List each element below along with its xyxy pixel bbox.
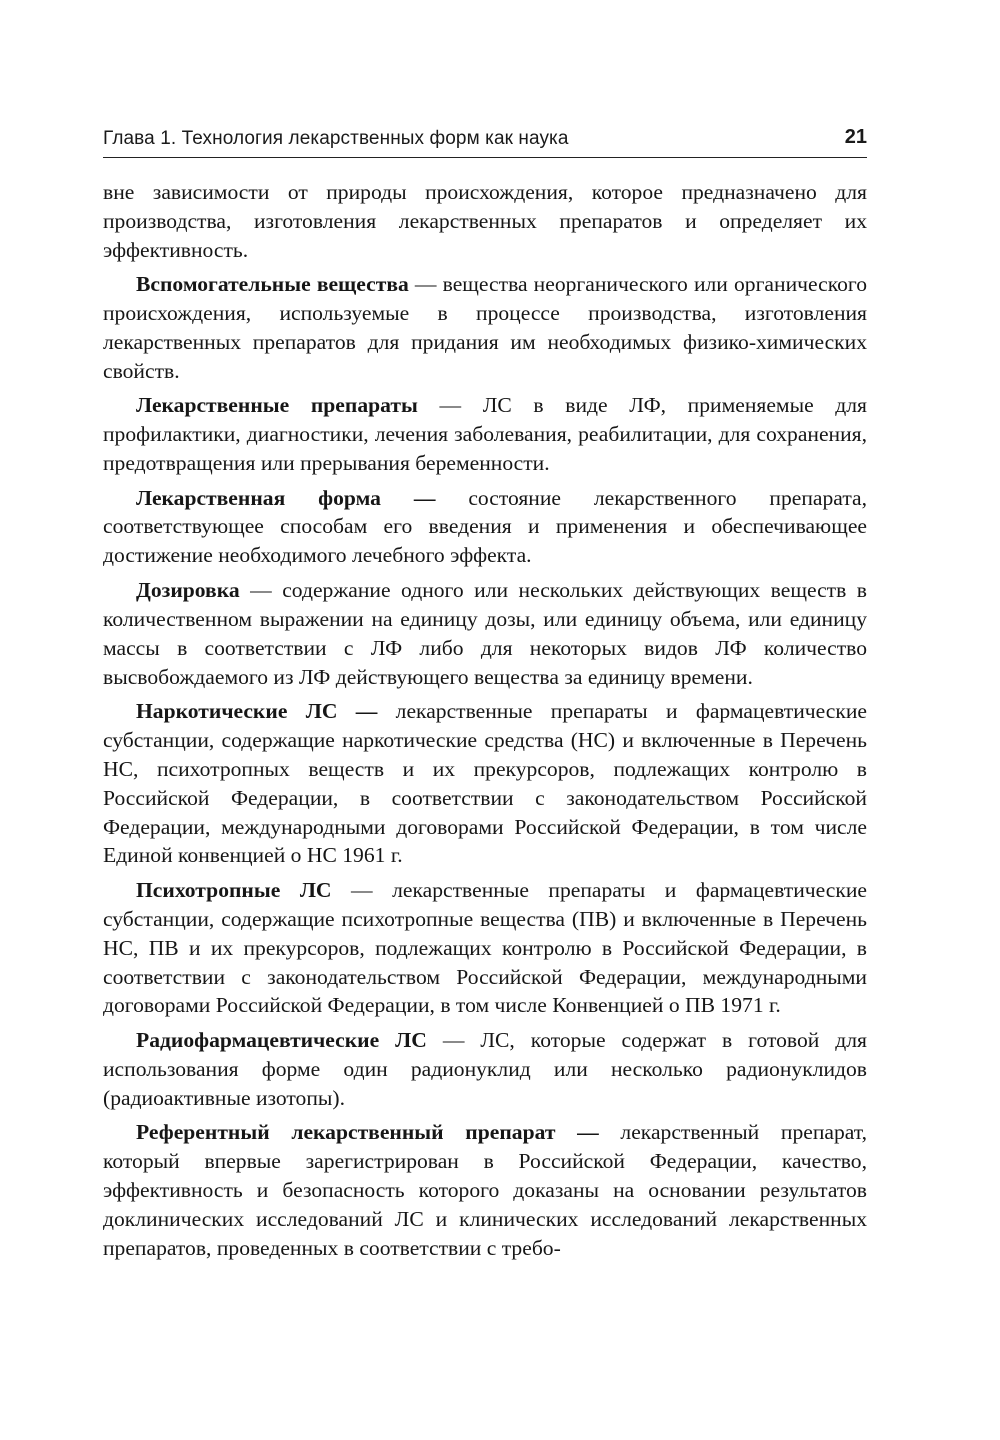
definition-term: Психотропные ЛС — [136, 877, 332, 902]
definition-text: — вещества неорганического или органического происхождения, используемые в процессе производства, изготовления лекарственных препаратов для придания им необходимых физико-химических свойств. — [103, 272, 868, 383]
definition-term: Дозировка — [136, 577, 240, 602]
definition-term: Вспомогательные вещества — [136, 272, 409, 297]
body-text — [103, 178, 867, 1268]
definition-term: Референтный лекарственный препарат — — [136, 1120, 599, 1145]
definition-paragraph — [103, 576, 867, 692]
definition-term: Радиофармацевтические ЛС — [136, 1027, 427, 1052]
definition-text: — ЛС, которые содержат в готовой для использования форме один радионуклид или несколько радионуклидов (радиоактивные изотопы). — [103, 1027, 867, 1110]
definition-paragraph — [103, 270, 867, 386]
definition-text: — лекарственные препараты и фармацевтические субстанции, содержащие психотропные вещества (ПВ) и включенные в Перечень НС, ПВ и их прекурсоров, подлежащих контролю в Российской Федерации, в соответствии с законодательством Российской Федерации, международными договорами Российской Федерации, в том числе Конвенцией о ПВ 1971 г. — [103, 877, 867, 1018]
definition-paragraph — [103, 1118, 867, 1263]
definition-text: — ЛС в виде ЛФ, применяемые для профилактики, диагностики, лечения заболевания, реабилитации, для сохранения, предотвращения или прерывания беременности. — [103, 393, 867, 476]
running-header — [103, 124, 867, 158]
chapter-title: Глава 1. Технология лекарственных форм как наука — [103, 128, 569, 149]
definition-text: лекарственный препарат, который впервые зарегистрирован в Российской Федерации, качество, эффективность и безопасность которого доказаны на основании результатов доклинических исследований ЛС и клинических исследований лекарственных препаратов, проведенных в соответствии с требо- — [103, 1120, 867, 1260]
definition-term: Лекарственные препараты — [136, 393, 418, 418]
definition-text: состояние лекарственного препарата, соответствующее способам его введения и применения и обеспечивающее достижение необходимого лечебного эффекта. — [103, 485, 867, 568]
definition-text: лекарственные препараты и фармацевтические субстанции, содержащие наркотические средства (НС) и включенные в Перечень НС, психотропных веществ и их прекурсоров, подлежащих контролю в Российской Федерации, в соответствии с законодательством Российской Федерации, международными договорами Российской Федерации, в том числе Единой конвенцией о НС 1961 г. — [103, 698, 867, 868]
definition-term: Лекарственная форма — — [136, 485, 436, 510]
definition-paragraph — [103, 876, 867, 1021]
definition-paragraph — [103, 1026, 867, 1113]
definition-paragraph — [103, 391, 867, 478]
definition-paragraph — [103, 484, 867, 571]
intro-paragraph: вне зависимости от природы происхождения, которое предназначено для производства, изготовления лекарственных препаратов и определяет их эффективность. — [103, 180, 867, 262]
definition-text: — содержание одного или нескольких действующих веществ в количественном выражении на единицу дозы, или единицу объема, или единицу массы в соответствии с ЛФ либо для некоторых видов ЛФ количество высвобождаемого из ЛФ действующего вещества за единицу времени. — [103, 577, 867, 689]
page-number: 21 — [844, 126, 867, 148]
definition-paragraph — [103, 697, 867, 870]
definition-term: Наркотические ЛС — — [136, 698, 378, 723]
